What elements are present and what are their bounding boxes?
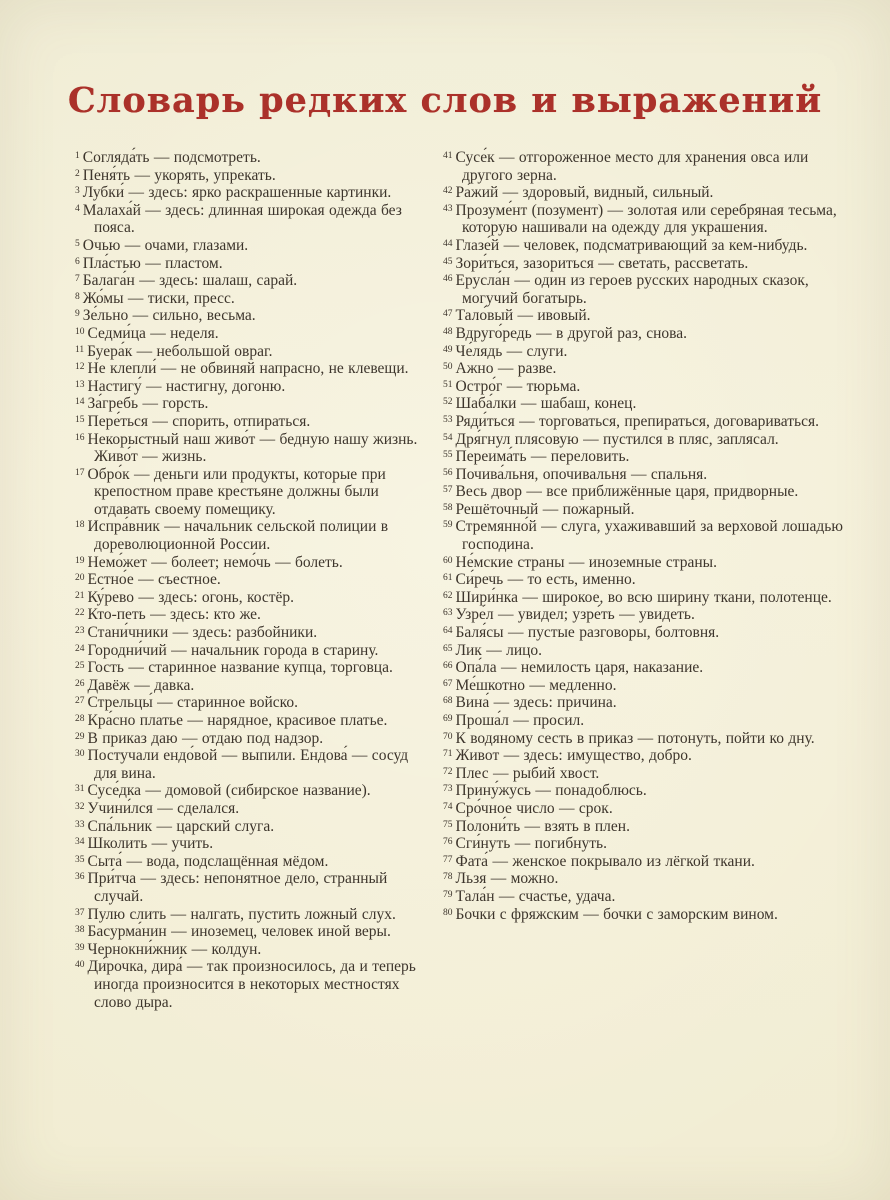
entry-number: 55	[443, 450, 453, 461]
glossary-entry	[75, 307, 435, 325]
entry-number: 8	[75, 291, 80, 302]
glossary-left-column	[75, 149, 443, 1011]
entry-text: Глазе́й — человек, подсматривающий за кем-нибудь.	[455, 236, 808, 254]
glossary-entry	[75, 395, 435, 413]
glossary-entry	[75, 378, 435, 396]
glossary-entry	[443, 307, 855, 325]
glossary-entry	[443, 730, 855, 748]
entry-number: 18	[75, 520, 85, 531]
entry-text: Обро́к — деньги или продукты, которые при крепостном праве крестьяне должны были отдавать своему помещику.	[87, 465, 386, 518]
entry-number: 1	[75, 151, 80, 161]
entry-text: Ажно — разве.	[455, 360, 557, 378]
entry-text: Гость — старинное название купца, торговца.	[87, 659, 393, 677]
entry-text: Пулю слить — налгать, пустить ложный слух.	[87, 905, 396, 923]
glossary-entry	[443, 395, 855, 413]
entry-text: Весь двор — все приближённые царя, придворные.	[455, 483, 799, 501]
glossary-entry	[75, 835, 435, 853]
entry-number: 47	[443, 309, 453, 320]
glossary-entry	[443, 360, 855, 378]
entry-text: Согляда́ть — подсмотреть.	[82, 149, 261, 166]
glossary-entry	[443, 853, 855, 871]
entry-text: Седми́ца — неделя.	[87, 324, 219, 342]
glossary-entry	[443, 800, 855, 818]
glossary-entry	[75, 149, 435, 167]
entry-number: 59	[443, 520, 453, 531]
entry-number: 4	[75, 203, 80, 214]
glossary-entry	[75, 818, 435, 836]
entry-text: Ряди́ться — торговаться, препираться, договариваться.	[455, 412, 819, 430]
entry-text: Живот — здесь: имущество, добро.	[455, 747, 692, 765]
entry-number: 75	[443, 819, 453, 830]
entry-number: 62	[443, 590, 453, 601]
entry-text: Лик — лицо.	[455, 641, 543, 659]
entry-number: 58	[443, 502, 453, 513]
glossary-entry	[75, 782, 435, 800]
entry-text: Почива́льня, опочивальня — спальня.	[455, 465, 708, 483]
glossary-entry	[75, 237, 435, 255]
entry-text: Баля́сы — пустые разговоры, болтовня.	[455, 624, 720, 642]
entry-text: Прозуме́нт (позумент) — золотая или серебряная тесьма, которую нашивали на одежду для украшения.	[455, 201, 837, 237]
entry-text: Давёж — давка.	[87, 676, 195, 694]
entry-text: Вдруго́редь — в другой раз, снова.	[455, 324, 688, 342]
entry-text: Ме́шкотно — медленно.	[455, 676, 617, 694]
glossary-right-column	[443, 149, 855, 1011]
entry-text: Переима́ть — переловить.	[455, 448, 630, 466]
entry-number: 16	[75, 432, 85, 443]
entry-text: Опа́ла — немилость царя, наказание.	[455, 659, 704, 677]
entry-text: Кра́сно платье — нарядное, красивое платье.	[87, 712, 388, 729]
entry-text: Спа́льник — царский слуга.	[87, 817, 275, 835]
entry-number: 34	[75, 837, 85, 848]
glossary-entry	[443, 765, 855, 783]
entry-text: Решёточный — пожарный.	[455, 500, 635, 518]
entry-number: 35	[75, 854, 85, 865]
glossary-entry	[75, 642, 435, 660]
entry-text: Пла́стью — пластом.	[82, 254, 223, 272]
entry-number: 25	[75, 661, 85, 672]
entry-number: 79	[443, 889, 453, 900]
glossary-entry	[443, 466, 855, 484]
glossary-entry	[75, 853, 435, 871]
entry-number: 13	[75, 379, 85, 390]
entry-number: 78	[443, 872, 453, 883]
entry-text: Сусе́дка — домовой (сибирское название).	[87, 782, 371, 800]
entry-text: Ерусла́н — один из героев русских народных сказок, могучий богатырь.	[455, 272, 809, 307]
entry-number: 7	[75, 274, 80, 285]
glossary-entry	[75, 870, 435, 905]
glossary-entry	[443, 518, 855, 553]
glossary-entry	[75, 800, 435, 818]
entry-number: 66	[443, 661, 453, 672]
entry-text: К водяному сесть в приказ — потонуть, пойти ко дну.	[455, 729, 815, 747]
entry-number: 30	[75, 749, 85, 760]
entry-text: Дря́гнул плясовую — пустился в пляс, заплясал.	[455, 430, 779, 448]
entry-number: 43	[443, 203, 453, 214]
glossary-entry	[75, 589, 435, 607]
entry-number: 57	[443, 485, 453, 496]
entry-text: Плес — рыбий хвост.	[455, 764, 600, 782]
glossary-entry	[75, 747, 435, 782]
entry-number: 12	[75, 362, 85, 373]
entry-text: Городни́чий — начальник города в старину.	[87, 641, 379, 659]
entry-text: Жо́мы — тиски, пресс.	[82, 289, 235, 307]
entry-number: 33	[75, 819, 85, 830]
entry-text: Сро́чное число — срок.	[455, 799, 613, 817]
entry-number: 41	[443, 151, 453, 161]
entry-text: Естно́е — съестное.	[87, 571, 221, 589]
glossary-entry	[443, 712, 855, 730]
glossary-entry	[443, 589, 855, 607]
glossary-entry	[75, 431, 435, 466]
glossary-entry	[75, 712, 435, 730]
entry-number: 23	[75, 626, 85, 637]
entry-text: Тало́вый — ивовый.	[455, 307, 591, 325]
entry-number: 46	[443, 274, 453, 285]
entry-text: Зе́льно — сильно, весьма.	[82, 307, 256, 325]
glossary-entry	[75, 272, 435, 290]
glossary-entry	[443, 184, 855, 202]
entry-text: Пеня́ть — укорять, упрекать.	[82, 166, 276, 184]
entry-text: Сыта́ — вода, подслащённая мёдом.	[87, 852, 329, 870]
entry-number: 71	[443, 749, 453, 760]
glossary-entry	[443, 747, 855, 765]
entry-number: 24	[75, 643, 85, 654]
entry-number: 69	[443, 714, 453, 724]
entry-number: 52	[443, 397, 453, 408]
glossary-entry	[75, 606, 435, 624]
entry-number: 2	[75, 168, 80, 179]
glossary-entry	[443, 694, 855, 712]
entry-text: Не́мские страны — иноземные страны.	[455, 553, 717, 571]
entry-number: 60	[443, 555, 453, 566]
entry-number: 28	[75, 714, 85, 724]
entry-text: Проша́л — просил.	[455, 712, 585, 729]
glossary-entry	[443, 818, 855, 836]
entry-number: 51	[443, 379, 453, 390]
entry-text: Пере́ться — спорить, отпираться.	[87, 412, 311, 430]
entry-text: Льзя — можно.	[455, 870, 559, 888]
entry-text: Шири́нка — широкое, во всю ширину ткани, полотенце.	[455, 588, 832, 606]
glossary-entry	[75, 730, 435, 748]
entry-number: 11	[75, 344, 85, 355]
glossary-entry	[75, 413, 435, 431]
glossary-entry	[443, 606, 855, 624]
entry-number: 40	[75, 960, 85, 971]
page-title: Словарь редких слов и выражений	[67, 80, 823, 121]
glossary-entry	[75, 202, 435, 237]
glossary-entry	[443, 870, 855, 888]
glossary-entry	[75, 958, 435, 1011]
entry-text: Испра́вник — начальник сельской полиции в дореволюционной России.	[87, 518, 389, 554]
entry-text: Малаха́й — здесь: длинная широкая одежда без пояса.	[82, 201, 402, 237]
entry-text: Узре́л — увидел; узре́ть — увидеть.	[455, 606, 695, 624]
glossary-entry	[75, 255, 435, 273]
entry-number: 63	[443, 608, 453, 619]
entry-number: 14	[75, 397, 85, 408]
glossary-entry	[443, 501, 855, 519]
glossary-entry	[75, 184, 435, 202]
entry-text: Школить — учить.	[87, 835, 214, 853]
entry-text: Постучали ендо́вой — выпили. Ендова́ — сосуд для вина.	[87, 747, 409, 782]
glossary-entry	[443, 677, 855, 695]
entry-text: Прину́жусь — понадоблюсь.	[455, 782, 647, 800]
entry-number: 56	[443, 467, 453, 478]
glossary-entry	[75, 571, 435, 589]
entry-number: 64	[443, 626, 453, 637]
entry-number: 29	[75, 731, 85, 742]
entry-text: Ра́жий — здоровый, видный, сильный.	[455, 184, 714, 202]
entry-text: Кто-петь — здесь: кто же.	[87, 606, 261, 624]
entry-text: Немо́жет — болеет; немо́чь — болеть.	[87, 553, 343, 571]
glossary-entry	[443, 413, 855, 431]
entry-text: Остро́г — тюрьма.	[455, 377, 581, 395]
entry-number: 15	[75, 414, 85, 425]
glossary-entry	[443, 255, 855, 273]
entry-text: Очью — очами, глазами.	[82, 236, 249, 254]
glossary-entry	[75, 694, 435, 712]
entry-number: 37	[75, 907, 85, 918]
glossary-entry	[443, 483, 855, 501]
entry-text: Ку́рево — здесь: огонь, костёр.	[87, 588, 295, 606]
entry-text: Зори́ться, зазориться — светать, рассветать.	[455, 254, 749, 272]
entry-number: 65	[443, 643, 453, 654]
entry-number: 10	[75, 326, 85, 337]
entry-number: 72	[443, 766, 453, 777]
entry-text: Не клепли́ — не обвиняй напрасно, не клевещи.	[87, 360, 409, 378]
entry-text: Стани́чники — здесь: разбойники.	[87, 624, 318, 642]
entry-number: 9	[75, 309, 80, 320]
glossary-entry	[75, 624, 435, 642]
entry-number: 32	[75, 801, 85, 812]
entry-text: Стрельцы́ — старинное войско.	[87, 694, 299, 712]
entry-number: 26	[75, 678, 85, 689]
entry-number: 5	[75, 238, 80, 249]
glossary-entry	[443, 325, 855, 343]
entry-number: 53	[443, 414, 453, 425]
entry-text: Си́речь — то есть, именно.	[455, 571, 636, 589]
entry-number: 50	[443, 362, 453, 373]
glossary-entry	[75, 659, 435, 677]
entry-text: Учини́лся — сделался.	[87, 799, 240, 817]
entry-number: 80	[443, 907, 453, 918]
glossary-entry	[75, 325, 435, 343]
entry-number: 39	[75, 942, 85, 953]
entry-number: 77	[443, 854, 453, 865]
entry-number: 42	[443, 186, 453, 197]
entry-text: Тала́н — счастье, удача.	[455, 887, 616, 905]
glossary-entry	[75, 167, 435, 185]
entry-text: Балага́н — здесь: шалаш, сарай.	[82, 272, 298, 290]
glossary-entry	[75, 923, 435, 941]
glossary-entry	[443, 642, 855, 660]
entry-text: Че́лядь — слуги.	[455, 342, 568, 360]
entry-number: 49	[443, 344, 453, 355]
glossary-entry	[443, 272, 855, 307]
entry-text: Ди́рочка, дира́ — так произносилось, да и теперь иногда произносится в некоторых местностях слово дыра.	[87, 958, 416, 1011]
entry-text: Стремянно́й — слуга, ухаживавший за верховой лошадью господина.	[455, 518, 843, 554]
entry-number: 19	[75, 555, 85, 566]
entry-text: Вина́ — здесь: причина.	[455, 694, 617, 712]
entry-text: За́гребь — горсть.	[87, 395, 209, 413]
entry-text: При́тча — здесь: непонятное дело, странный случай.	[87, 870, 388, 905]
entry-text: Буера́к — небольшой овраг.	[87, 342, 273, 360]
glossary-entry	[75, 360, 435, 378]
entry-number: 6	[75, 256, 80, 267]
glossary-columns	[75, 149, 890, 1011]
entry-number: 73	[443, 784, 453, 795]
entry-number: 44	[443, 238, 453, 249]
glossary-entry	[443, 782, 855, 800]
entry-text: В приказ даю — отдаю под надзор.	[87, 729, 324, 747]
glossary-entry	[443, 835, 855, 853]
glossary-entry	[75, 941, 435, 959]
entry-text: Басурма́нин — иноземец, человек иной веры.	[87, 923, 391, 941]
glossary-entry	[443, 554, 855, 572]
glossary-entry	[443, 202, 855, 237]
glossary-entry	[443, 237, 855, 255]
entry-number: 74	[443, 801, 453, 812]
entry-text: Чернокни́жник — колдун.	[87, 940, 262, 958]
glossary-entry	[443, 431, 855, 449]
entry-text: Некорыстный наш живо́т — бедную нашу жизнь. Живо́т — жизнь.	[87, 430, 418, 466]
glossary-entry	[443, 571, 855, 589]
entry-number: 31	[75, 784, 85, 795]
entry-text: Шаба́лки — шабаш, конец.	[455, 395, 637, 413]
entry-text: Сусе́к — отгороженное место для хранения овса или другого зерна.	[455, 149, 809, 184]
glossary-entry	[75, 466, 435, 519]
entry-number: 48	[443, 326, 453, 337]
glossary-entry	[443, 149, 855, 184]
entry-number: 70	[443, 731, 453, 742]
glossary-entry	[75, 518, 435, 553]
glossary-entry	[75, 290, 435, 308]
entry-number: 67	[443, 678, 453, 689]
glossary-entry	[443, 343, 855, 361]
entry-number: 22	[75, 608, 85, 619]
entry-number: 61	[443, 573, 453, 584]
entry-number: 54	[443, 432, 453, 443]
glossary-entry	[75, 554, 435, 572]
entry-number: 3	[75, 186, 80, 197]
glossary-entry	[443, 378, 855, 396]
entry-text: Полони́ть — взять в плен.	[455, 817, 630, 835]
entry-number: 21	[75, 590, 85, 601]
glossary-entry	[75, 906, 435, 924]
glossary-entry	[443, 888, 855, 906]
glossary-entry	[443, 906, 855, 924]
entry-text: Фата́ — женское покрывало из лёгкой ткани.	[455, 852, 755, 870]
entry-text: Лубки́ — здесь: ярко раскрашенные картинки.	[82, 184, 392, 202]
entry-number: 68	[443, 696, 453, 707]
entry-text: Настигу́ — настигну, догоню.	[87, 377, 286, 395]
glossary-entry	[443, 659, 855, 677]
entry-number: 20	[75, 573, 85, 584]
entry-number: 36	[75, 872, 85, 883]
glossary-entry	[75, 677, 435, 695]
glossary-entry	[75, 343, 435, 361]
entry-number: 27	[75, 696, 85, 707]
entry-text: Бочки с фряжским — бочки с заморским вином.	[455, 905, 778, 923]
entry-number: 45	[443, 256, 453, 267]
glossary-entry	[443, 624, 855, 642]
entry-number: 38	[75, 925, 85, 936]
entry-number: 76	[443, 837, 453, 848]
glossary-entry	[443, 448, 855, 466]
entry-text: Сги́нуть — погибнуть.	[455, 835, 607, 853]
entry-number: 17	[75, 467, 85, 478]
